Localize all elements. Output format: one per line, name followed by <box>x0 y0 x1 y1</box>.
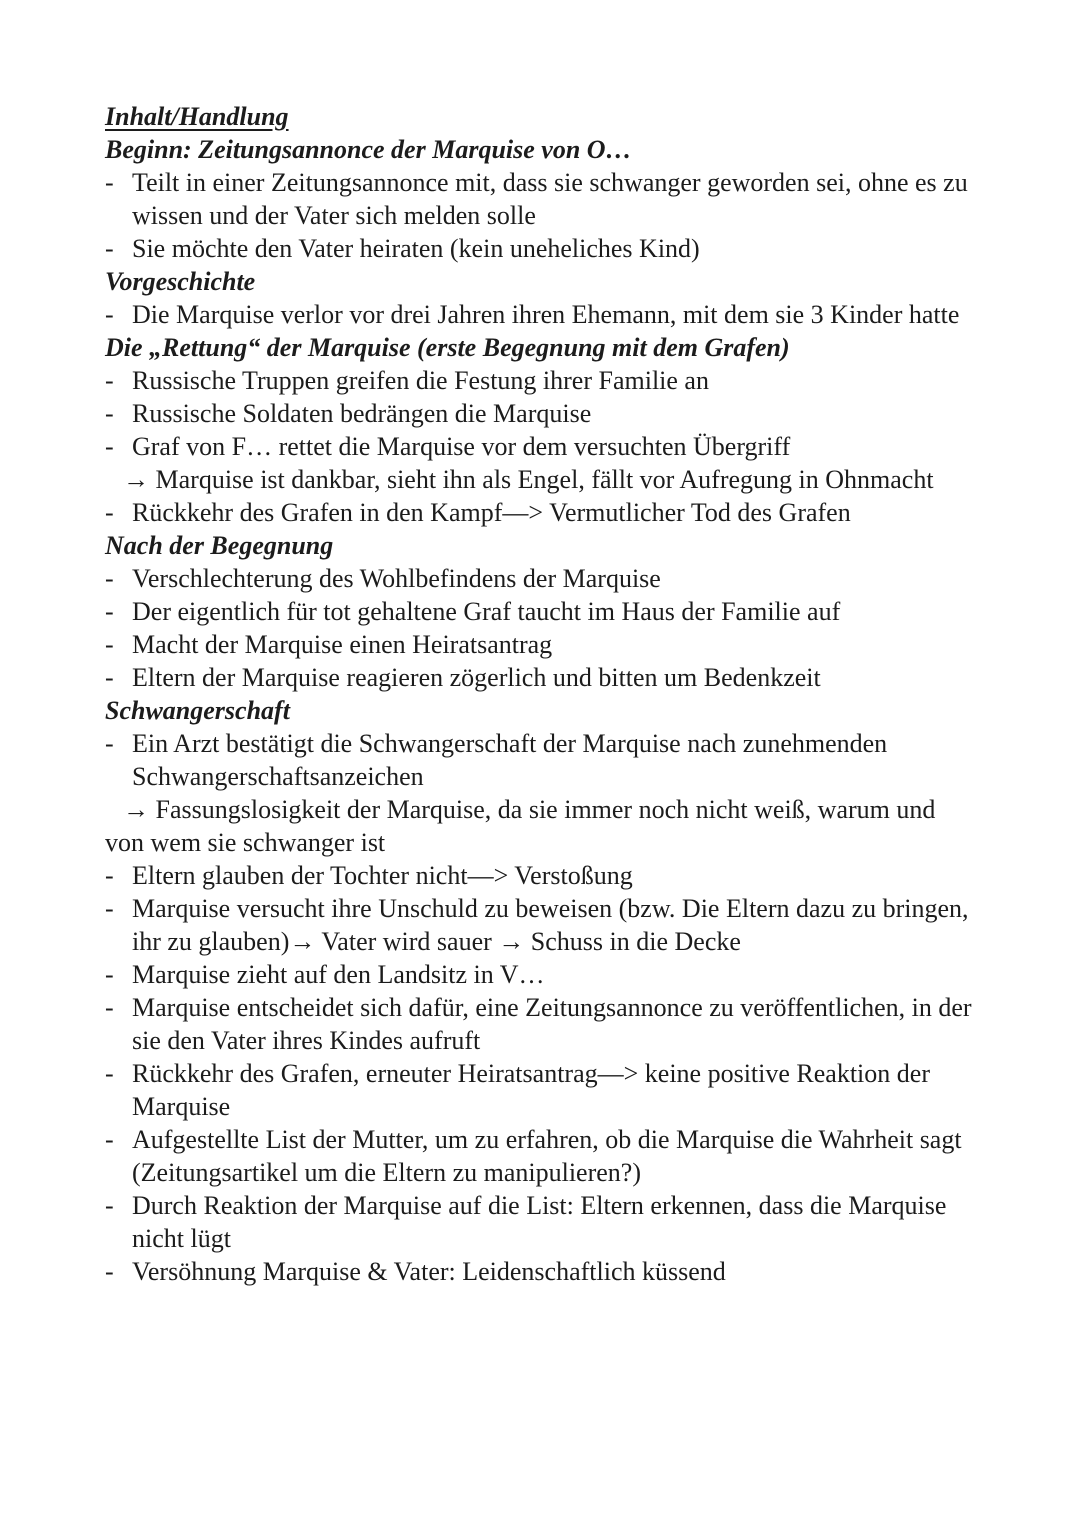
list-item-text: Eltern der Marquise reagieren zögerlich und bitten um Bedenkzeit <box>132 663 821 692</box>
list-item <box>105 727 980 793</box>
bullet-marker: - <box>105 366 114 395</box>
bullet-marker: - <box>105 861 114 890</box>
bullet-marker: - <box>105 234 114 263</box>
list-item <box>105 892 980 958</box>
bullet-marker: - <box>105 663 114 692</box>
bullet-marker: - <box>105 168 114 197</box>
list-item <box>105 232 980 265</box>
list-item <box>105 991 980 1057</box>
list-item <box>105 859 980 892</box>
section-heading: Schwangerschaft <box>105 696 290 725</box>
list-item <box>105 1123 980 1189</box>
bullet-marker: - <box>105 498 114 527</box>
list-item-text: Marquise versucht ihre Unschuld zu beweisen (bzw. Die Eltern dazu zu bringen, ihr zu glauben)→ Vater wird sauer → Schuss in die Decke <box>132 894 969 956</box>
list-item-text: Der eigentlich für tot gehaltene Graf taucht im Haus der Familie auf <box>132 597 841 626</box>
bullet-marker: - <box>105 1125 114 1154</box>
list-item-text: Macht der Marquise einen Heiratsantrag <box>132 630 553 659</box>
list-item-text: Russische Truppen greifen die Festung ihrer Familie an <box>132 366 709 395</box>
bullet-marker: - <box>105 597 114 626</box>
bullet-marker: - <box>105 630 114 659</box>
list-item <box>105 364 980 397</box>
list-item <box>105 496 980 529</box>
list-item-text: Sie möchte den Vater heiraten (kein uneheliches Kind) <box>132 234 700 263</box>
arrow-note: → Marquise ist dankbar, sieht ihn als Engel, fällt vor Aufregung in Ohnmacht <box>123 465 934 494</box>
list-item-text: Eltern glauben der Tochter nicht—> Verstoßung <box>132 861 633 890</box>
list-item-text: Rückkehr des Grafen in den Kampf—> Vermutlicher Tod des Grafen <box>132 498 851 527</box>
list-item <box>105 397 980 430</box>
list-item <box>105 430 980 463</box>
list-item <box>105 628 980 661</box>
list-item-text: Marquise zieht auf den Landsitz in V… <box>132 960 545 989</box>
list-item-text: Graf von F… rettet die Marquise vor dem versuchten Übergriff <box>132 432 791 461</box>
list-item <box>105 595 980 628</box>
section-heading: Vorgeschichte <box>105 267 256 296</box>
list-item-text: Marquise entscheidet sich dafür, eine Zeitungsannonce zu veröffentlichen, in der sie den Vater ihres Kindes aufruft <box>132 993 972 1055</box>
list-item <box>105 298 980 331</box>
list-item-text: Die Marquise verlor vor drei Jahren ihren Ehemann, mit dem sie 3 Kinder hatte <box>132 300 960 329</box>
bullet-marker: - <box>105 1257 114 1286</box>
list-item-text: Durch Reaktion der Marquise auf die List: Eltern erkennen, dass die Marquise nicht lügt <box>132 1191 947 1253</box>
list-item <box>105 1189 980 1255</box>
list-item-text: Rückkehr des Grafen, erneuter Heiratsantrag—> keine positive Reaktion der Marquise <box>132 1059 930 1121</box>
bullet-marker: - <box>105 729 114 758</box>
bullet-marker: - <box>105 432 114 461</box>
bullet-marker: - <box>105 564 114 593</box>
bullet-marker: - <box>105 960 114 989</box>
list-item <box>105 661 980 694</box>
bullet-marker: - <box>105 993 114 1022</box>
list-item-text: Ein Arzt bestätigt die Schwangerschaft der Marquise nach zunehmenden Schwangerschaftsanzeichen <box>132 729 888 791</box>
list-item <box>105 562 980 595</box>
section-heading: Nach der Begegnung <box>105 531 334 560</box>
bullet-marker: - <box>105 399 114 428</box>
list-item <box>105 1255 980 1288</box>
list-item-text: Russische Soldaten bedrängen die Marquise <box>132 399 592 428</box>
page-title: Inhalt/Handlung <box>105 102 289 131</box>
bullet-marker: - <box>105 1059 114 1088</box>
list-item-text: Aufgestellte List der Mutter, um zu erfahren, ob die Marquise die Wahrheit sagt (Zeitungsartikel um die Eltern zu manipulieren?) <box>132 1125 962 1187</box>
list-item-text: Versöhnung Marquise & Vater: Leidenschaftlich küssend <box>132 1257 726 1286</box>
bullet-marker: - <box>105 300 114 329</box>
list-item <box>105 958 980 991</box>
list-item-text: Verschlechterung des Wohlbefindens der Marquise <box>132 564 661 593</box>
bullet-marker: - <box>105 894 114 923</box>
list-item-text: Teilt in einer Zeitungsannonce mit, dass sie schwanger geworden sei, ohne es zu wissen und der Vater sich melden solle <box>132 168 968 230</box>
content <box>105 133 980 1288</box>
bullet-marker: - <box>105 1191 114 1220</box>
section-heading: Beginn: Zeitungsannonce der Marquise von O… <box>105 135 632 164</box>
arrow-note: → Fassungslosigkeit der Marquise, da sie immer noch nicht weiß, warum und von wem sie schwanger ist <box>105 795 936 857</box>
section-heading: Die „Rettung“ der Marquise (erste Begegnung mit dem Grafen) <box>105 333 790 362</box>
list-item <box>105 1057 980 1123</box>
list-item <box>105 166 980 232</box>
